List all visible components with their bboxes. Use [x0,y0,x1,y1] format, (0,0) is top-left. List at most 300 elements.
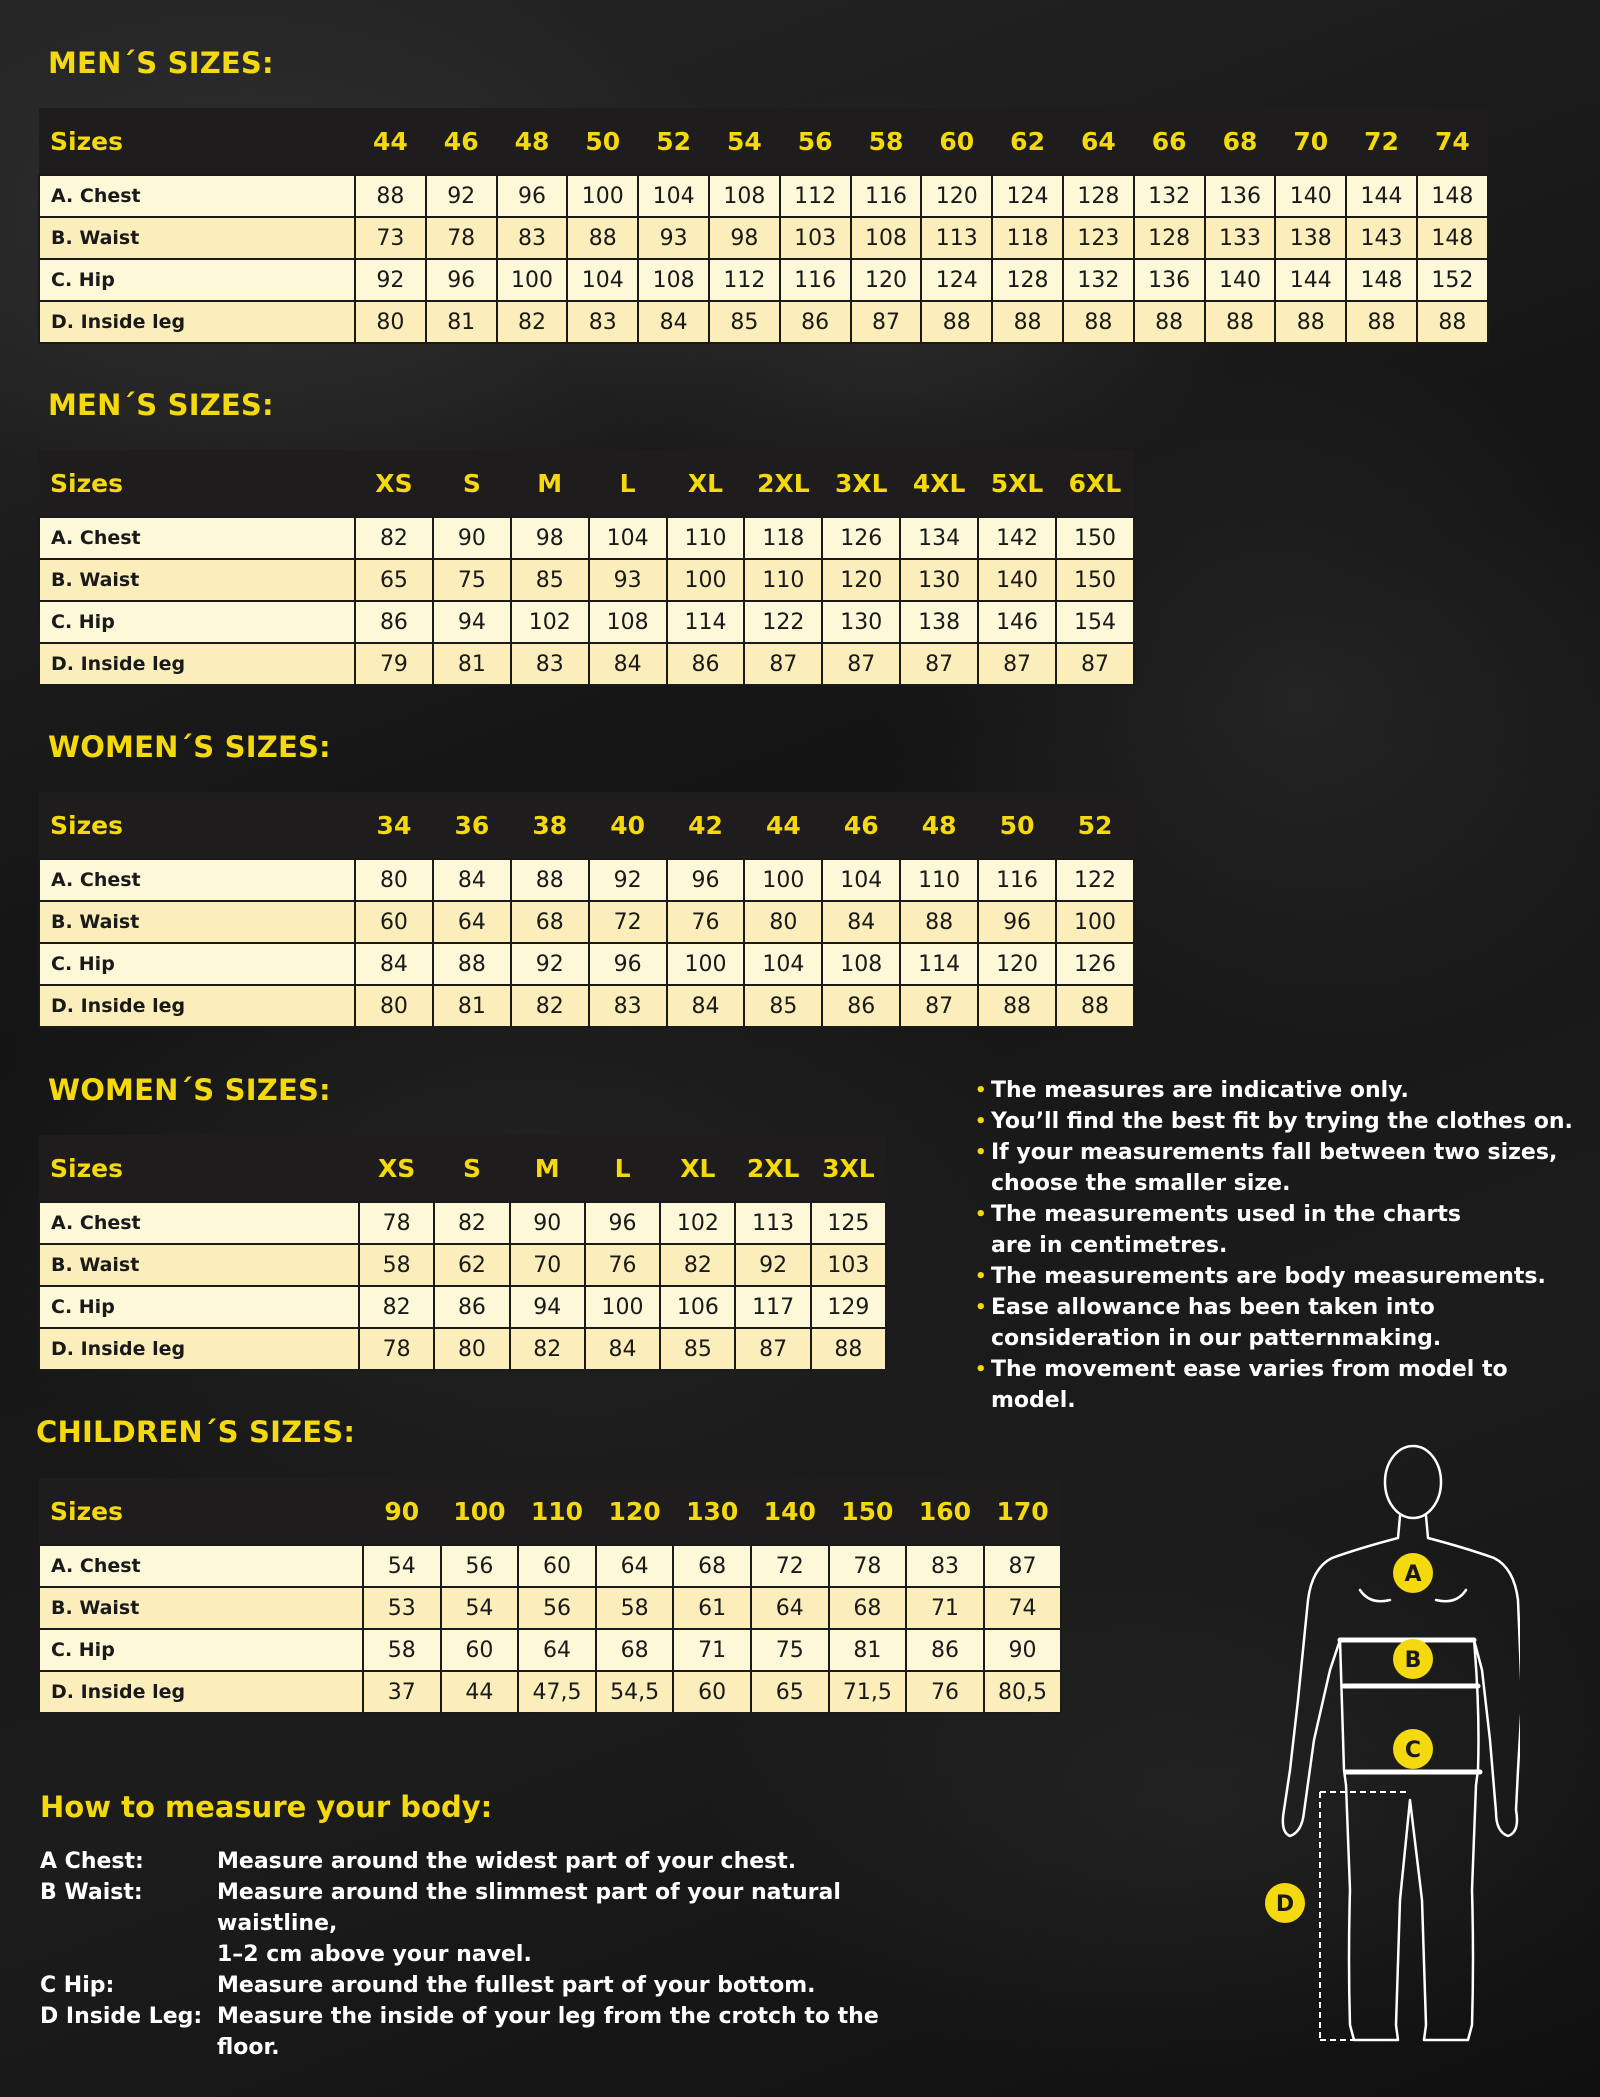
size-column-header: S [433,450,511,517]
table-row [39,517,1134,559]
table-row [39,901,1134,943]
measurement-value: 60 [355,901,433,943]
measurement-value: 86 [906,1629,984,1671]
measurement-value: 86 [667,643,745,685]
measurement-value: 80 [434,1328,509,1370]
measurement-value: 84 [822,901,900,943]
size-column-header: 40 [589,792,667,859]
size-column-header: 130 [673,1478,751,1545]
measurement-value: 68 [511,901,589,943]
size-column-header: 70 [1275,108,1346,175]
size-column-header: 66 [1134,108,1205,175]
measurement-value: 87 [822,643,900,685]
measurement-value: 64 [596,1545,674,1587]
measurement-value: 148 [1417,217,1488,259]
badge-c-label: C [1404,1738,1422,1763]
measurement-value: 54 [363,1545,441,1587]
size-column-header: 52 [638,108,709,175]
measurement-value: 85 [744,985,822,1027]
measurement-value: 88 [900,901,978,943]
howto-description [217,1846,937,1877]
measurement-value: 108 [822,943,900,985]
measurement-value: 114 [667,601,745,643]
children-sizes-table [38,1478,1062,1714]
measurement-value: 144 [1275,259,1346,301]
howto-key: B Waist: [40,1880,143,1905]
size-column-header: 44 [355,108,426,175]
measurement-value: 92 [589,859,667,901]
measurement-value: 110 [900,859,978,901]
size-column-header: 42 [667,792,745,859]
size-column-header: 3XL [822,450,900,517]
measurement-value: 84 [355,943,433,985]
measurement-value: 88 [978,985,1056,1027]
measurement-value: 78 [359,1328,434,1370]
table-row [39,601,1134,643]
note-line: • The movement ease varies from model to model. [991,1357,1508,1413]
measurement-value: 132 [1063,259,1134,301]
measurement-value: 75 [751,1629,829,1671]
measurement-value: 84 [589,643,667,685]
table-row [39,1587,1061,1629]
measurement-value: 81 [426,301,497,343]
measurement-label: C. Hip [39,943,355,985]
measurement-value: 132 [1134,175,1205,217]
measurement-label: B. Waist [39,901,355,943]
note-item [975,1075,1575,1106]
measurement-value: 110 [744,559,822,601]
women-sizes-letter-table [38,1135,887,1371]
measurement-value: 104 [589,517,667,559]
measurement-value: 72 [589,901,667,943]
measurement-value: 84 [667,985,745,1027]
table-header-row [39,1135,886,1202]
measurement-value: 134 [900,517,978,559]
measurement-value: 80 [355,859,433,901]
measurement-value: 44 [441,1671,519,1713]
measurement-value: 76 [585,1244,660,1286]
note-line: • The measurements are body measurements. [991,1264,1546,1289]
measurement-value: 120 [822,559,900,601]
measurement-value: 64 [433,901,511,943]
measurement-value: 88 [511,859,589,901]
howto-line: Measure around the widest part of your chest. [217,1849,797,1874]
table-header-row [39,450,1134,517]
size-column-header: 36 [433,792,511,859]
measurement-value: 80,5 [984,1671,1062,1713]
note-item [975,1199,1575,1261]
measurement-value: 88 [433,943,511,985]
measurement-value: 86 [434,1286,509,1328]
howto-line: Measure the inside of your leg from the crotch to the floor. [217,2004,879,2060]
measurement-value: 123 [1063,217,1134,259]
measurement-value: 82 [510,1328,585,1370]
measurement-value: 76 [906,1671,984,1713]
size-column-header: 110 [518,1478,596,1545]
measurement-value: 92 [511,943,589,985]
measurement-value: 75 [433,559,511,601]
measurement-value: 96 [497,175,568,217]
measurement-value: 116 [780,259,851,301]
measurement-value: 120 [851,259,922,301]
size-column-header: 50 [978,792,1056,859]
measurement-value: 100 [667,943,745,985]
measurement-value: 82 [434,1202,509,1244]
measurement-value: 108 [638,259,709,301]
size-column-header: 68 [1205,108,1276,175]
measurement-value: 96 [426,259,497,301]
measurement-value: 116 [851,175,922,217]
note-line: • The measures are indicative only. [991,1078,1409,1103]
measurement-value: 96 [667,859,745,901]
measurement-value: 140 [1205,259,1276,301]
table-row [39,1202,886,1244]
measurement-value: 104 [567,259,638,301]
sizes-header-label: Sizes [39,108,355,175]
measurement-value: 152 [1417,259,1488,301]
table-row [39,301,1488,343]
table-row [39,1671,1061,1713]
table-header-row [39,792,1134,859]
measurement-value: 94 [433,601,511,643]
measurement-value: 88 [811,1328,886,1370]
measurement-value: 100 [667,559,745,601]
table-row [39,1244,886,1286]
measurement-value: 88 [921,301,992,343]
measurement-value: 112 [709,259,780,301]
size-column-header: 56 [780,108,851,175]
measurement-value: 83 [589,985,667,1027]
measurement-value: 62 [434,1244,509,1286]
measurement-value: 71 [673,1629,751,1671]
size-column-header: 5XL [978,450,1056,517]
measurement-value: 83 [906,1545,984,1587]
measurement-value: 68 [673,1545,751,1587]
measurement-value: 80 [355,985,433,1027]
table-row [39,859,1134,901]
measurement-value: 84 [585,1328,660,1370]
note-item [975,1261,1575,1292]
measurement-value: 140 [978,559,1056,601]
measurement-value: 146 [978,601,1056,643]
measurement-value: 104 [638,175,709,217]
note-line: • Ease allowance has been taken into [991,1295,1435,1320]
size-column-header: 54 [709,108,780,175]
howto-description [217,1877,937,1970]
men-sizes-letter-title: MEN´S SIZES: [48,388,274,422]
measurement-value: 128 [1063,175,1134,217]
measurement-value: 126 [1056,943,1134,985]
measurement-value: 78 [426,217,497,259]
size-column-header: L [589,450,667,517]
measurement-label: C. Hip [39,601,355,643]
measurement-value: 88 [1205,301,1276,343]
measurement-value: 154 [1056,601,1134,643]
measurement-value: 92 [735,1244,810,1286]
measurement-value: 74 [984,1587,1062,1629]
measurement-value: 150 [1056,559,1134,601]
measurement-value: 113 [921,217,992,259]
measurement-value: 53 [363,1587,441,1629]
size-column-header: XS [359,1135,434,1202]
table-row [39,1629,1061,1671]
measurement-value: 104 [822,859,900,901]
measurement-value: 88 [1056,985,1134,1027]
measurement-value: 128 [1134,217,1205,259]
sizes-header-label: Sizes [39,792,355,859]
size-column-header: L [585,1135,660,1202]
measurement-value: 84 [433,859,511,901]
note-item [975,1106,1575,1137]
measurement-value: 81 [433,643,511,685]
measurement-value: 78 [359,1202,434,1244]
measurement-value: 112 [780,175,851,217]
badge-d-label: D [1275,1892,1295,1917]
measurement-value: 136 [1205,175,1276,217]
size-column-header: XL [667,450,745,517]
measurement-value: 88 [1275,301,1346,343]
size-column-header: XL [660,1135,735,1202]
measurement-value: 96 [978,901,1056,943]
measurement-value: 108 [589,601,667,643]
measurement-value: 87 [735,1328,810,1370]
size-column-header: 60 [921,108,992,175]
size-column-header: 150 [829,1478,907,1545]
note-item [975,1137,1575,1199]
men-sizes-letter-table [38,450,1135,686]
measurement-value: 72 [751,1545,829,1587]
measurement-label: A. Chest [39,1545,363,1587]
measurement-label: D. Inside leg [39,301,355,343]
sizes-header-label: Sizes [39,450,355,517]
measurement-value: 56 [518,1587,596,1629]
measurement-value: 126 [822,517,900,559]
measurement-value: 133 [1205,217,1276,259]
measurement-value: 78 [829,1545,907,1587]
note-line: choose the smaller size. [991,1171,1291,1196]
measurement-value: 60 [673,1671,751,1713]
measurement-value: 47,5 [518,1671,596,1713]
note-line: • The measurements used in the charts [991,1202,1461,1227]
measurement-value: 86 [822,985,900,1027]
measurement-value: 88 [992,301,1063,343]
note-line: are in centimetres. [991,1233,1228,1258]
measurement-value: 128 [992,259,1063,301]
measurement-value: 90 [984,1629,1062,1671]
badge-a-label: A [1404,1562,1422,1587]
measurement-value: 88 [1346,301,1417,343]
fit-notes-list [975,1075,1575,1416]
size-column-header: 44 [744,792,822,859]
table-row [39,1545,1061,1587]
size-column-header: 72 [1346,108,1417,175]
measurement-value: 118 [992,217,1063,259]
measurement-label: A. Chest [39,1202,359,1244]
measurement-value: 130 [900,559,978,601]
measurement-value: 68 [596,1629,674,1671]
measurement-value: 80 [355,301,426,343]
measurement-value: 93 [638,217,709,259]
measurement-value: 82 [359,1286,434,1328]
size-column-header: 160 [906,1478,984,1545]
women-sizes-letter-title: WOMEN´S SIZES: [48,1073,331,1107]
measurement-value: 125 [811,1202,886,1244]
measurement-label: D. Inside leg [39,985,355,1027]
measurement-value: 120 [921,175,992,217]
measurement-value: 85 [709,301,780,343]
measurement-value: 83 [567,301,638,343]
size-column-header: 120 [596,1478,674,1545]
size-column-header: 48 [900,792,978,859]
measurement-value: 100 [744,859,822,901]
measurement-value: 130 [822,601,900,643]
measurement-label: D. Inside leg [39,1328,359,1370]
size-column-header: 3XL [811,1135,886,1202]
measurement-value: 138 [900,601,978,643]
howto-item [40,2001,937,2063]
women-sizes-numeric-table [38,792,1135,1028]
men-sizes-numeric-table [38,108,1489,344]
measurement-value: 108 [709,175,780,217]
how-to-measure-list [40,1846,937,2063]
measurement-label: D. Inside leg [39,1671,363,1713]
measurement-value: 82 [355,517,433,559]
note-item [975,1354,1575,1416]
table-header-row [39,1478,1061,1545]
measurement-value: 100 [567,175,638,217]
size-column-header: 74 [1417,108,1488,175]
howto-item [40,1846,937,1877]
measurement-value: 80 [744,901,822,943]
size-column-header: XS [355,450,433,517]
measurement-value: 96 [585,1202,660,1244]
size-column-header: 34 [355,792,433,859]
measurement-value: 92 [426,175,497,217]
size-column-header: 64 [1063,108,1134,175]
measurement-value: 87 [900,643,978,685]
measurement-value: 103 [780,217,851,259]
measurement-value: 96 [589,943,667,985]
note-line: • If your measurements fall between two sizes, [991,1140,1558,1165]
measurement-value: 144 [1346,175,1417,217]
measurement-value: 58 [363,1629,441,1671]
table-row [39,175,1488,217]
measurement-value: 117 [735,1286,810,1328]
measurement-value: 100 [1056,901,1134,943]
measurement-value: 93 [589,559,667,601]
measurement-value: 71 [906,1587,984,1629]
measurement-value: 82 [511,985,589,1027]
howto-line: Measure around the slimmest part of your natural waistline, [217,1880,841,1936]
measurement-value: 83 [511,643,589,685]
size-column-header: 140 [751,1478,829,1545]
howto-key: A Chest: [40,1849,144,1874]
size-column-header: 38 [511,792,589,859]
measurement-value: 94 [510,1286,585,1328]
measurement-value: 104 [744,943,822,985]
table-row [39,1328,886,1370]
size-column-header: M [511,450,589,517]
measurement-value: 124 [992,175,1063,217]
measurement-value: 143 [1346,217,1417,259]
measurement-value: 56 [441,1545,519,1587]
table-row [39,1286,886,1328]
measurement-label: B. Waist [39,559,355,601]
size-column-header: 100 [441,1478,519,1545]
measurement-value: 120 [978,943,1056,985]
table-header-row [39,108,1488,175]
measurement-value: 148 [1346,259,1417,301]
table-row [39,643,1134,685]
measurement-value: 100 [497,259,568,301]
measurement-value: 82 [660,1244,735,1286]
measurement-label: B. Waist [39,1244,359,1286]
measurement-label: C. Hip [39,1629,363,1671]
howto-line: Measure around the fullest part of your bottom. [217,1973,816,1998]
size-column-header: 2XL [735,1135,810,1202]
measurement-value: 113 [735,1202,810,1244]
measurement-label: C. Hip [39,1286,359,1328]
measurement-value: 92 [355,259,426,301]
measurement-value: 150 [1056,517,1134,559]
measurement-value: 124 [921,259,992,301]
size-column-header: 58 [851,108,922,175]
measurement-value: 102 [511,601,589,643]
measurement-value: 87 [900,985,978,1027]
size-column-header: 90 [363,1478,441,1545]
measurement-value: 83 [497,217,568,259]
size-column-header: 6XL [1056,450,1134,517]
measurement-value: 64 [751,1587,829,1629]
howto-description [217,1970,937,2001]
measurement-value: 98 [709,217,780,259]
badge-b-label: B [1404,1648,1422,1673]
measurement-value: 58 [596,1587,674,1629]
measurement-value: 90 [510,1202,585,1244]
table-row [39,217,1488,259]
measurement-value: 88 [1417,301,1488,343]
size-column-header: 170 [984,1478,1062,1545]
howto-description [217,2001,937,2063]
howto-item [40,1970,937,2001]
measurement-label: C. Hip [39,259,355,301]
size-column-header: 46 [426,108,497,175]
measurement-value: 88 [1063,301,1134,343]
measurement-value: 90 [433,517,511,559]
measurement-value: 87 [744,643,822,685]
measurement-value: 60 [518,1545,596,1587]
measurement-value: 87 [1056,643,1134,685]
sizes-header-label: Sizes [39,1135,359,1202]
measurement-value: 122 [744,601,822,643]
measurement-value: 85 [511,559,589,601]
measurement-value: 136 [1134,259,1205,301]
measurement-value: 88 [1134,301,1205,343]
measurement-value: 87 [978,643,1056,685]
measurement-value: 118 [744,517,822,559]
children-sizes-title: CHILDREN´S SIZES: [36,1415,356,1449]
measurement-value: 61 [673,1587,751,1629]
size-column-header: 48 [497,108,568,175]
measurement-value: 58 [359,1244,434,1286]
size-column-header: 46 [822,792,900,859]
measurement-value: 81 [829,1629,907,1671]
measurement-label: A. Chest [39,517,355,559]
table-row [39,985,1134,1027]
measurement-value: 106 [660,1286,735,1328]
measurement-value: 129 [811,1286,886,1328]
measurement-value: 85 [660,1328,735,1370]
